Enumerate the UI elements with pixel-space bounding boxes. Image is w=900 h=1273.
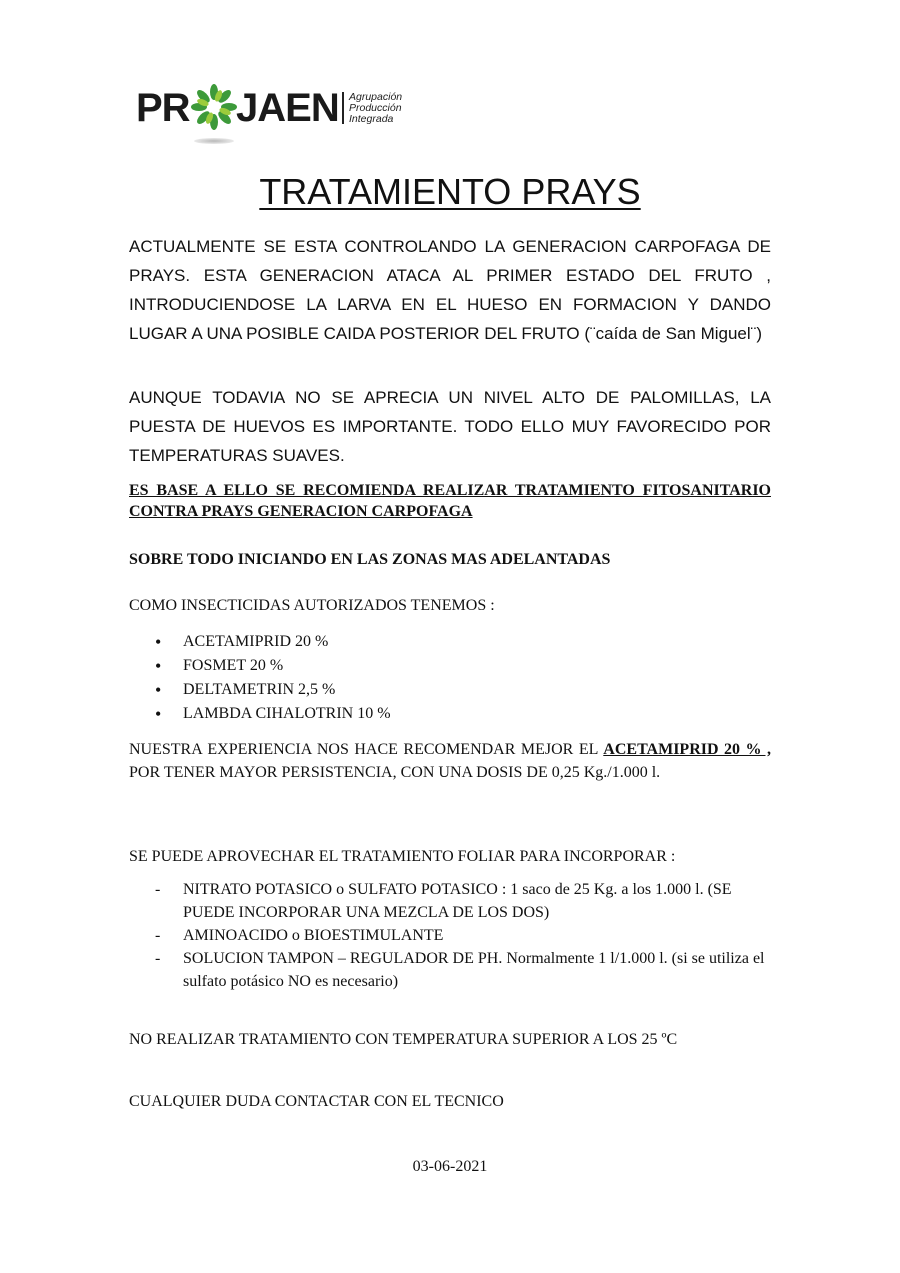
experience-text: NUESTRA EXPERIENCIA NOS HACE RECOMENDAR MEJOR EL <box>129 741 604 758</box>
experience-paragraph <box>129 738 771 784</box>
logo-sub-line: Producción <box>349 102 402 114</box>
recommended-product: ACETAMIPRID 20 % , <box>603 741 771 758</box>
document-date: 03-06-2021 <box>412 1158 488 1175</box>
foliar-intro: SE PUEDE APROVECHAR EL TRATAMIENTO FOLIAR PARA INCORPORAR : <box>129 848 676 865</box>
projaen-logo <box>136 82 426 148</box>
eggs-paragraph: AUNQUE TODAVIA NO SE APRECIA UN NIVEL ALTO DE PALOMILLAS, LA PUESTA DE HUEVOS ES IMPORTANTE. TODO ELLO MUY FAVORECIDO POR TEMPERATURAS SUAVES. <box>129 388 771 465</box>
recommendation-text: ES BASE A ELLO SE RECOMIENDA REALIZAR TRATAMIENTO FITOSANITARIO CONTRA PRAYS GENERACION CARPOFAGA <box>129 482 771 520</box>
logo-text-right: JAEN <box>236 86 339 130</box>
intro-paragraph: ACTUALMENTE SE ESTA CONTROLANDO LA GENERACION CARPOFAGA DE PRAYS. ESTA GENERACION ATACA AL PRIMER ESTADO DEL FRUTO , INTRODUCIENDOSE LA LARVA EN EL HUESO EN FORMACION Y DANDO LUGAR A UNA POSIBLE CAIDA POSTERIOR DEL FRUTO (¨caída de San Miguel¨) <box>129 237 771 343</box>
list-item: - AMINOACIDO o BIOESTIMULANTE <box>129 924 779 947</box>
logo-text-left: PR <box>136 86 190 130</box>
logo-shadow <box>194 138 234 144</box>
start-note: SOBRE TODO INICIANDO EN LAS ZONAS MAS ADELANTADAS <box>129 551 611 568</box>
leaf-flower-icon <box>190 82 238 134</box>
temperature-warning: NO REALIZAR TRATAMIENTO CON TEMPERATURA SUPERIOR A LOS 25 ºC <box>129 1031 678 1048</box>
logo-divider <box>342 92 344 124</box>
experience-text-rest: POR TENER MAYOR PERSISTENCIA, CON UNA DOSIS DE 0,25 Kg./1.000 l. <box>129 764 661 781</box>
foliar-list <box>129 878 779 993</box>
list-item: • ACETAMIPRID 20 % <box>129 630 391 654</box>
page-title: TRATAMIENTO PRAYS <box>259 171 641 212</box>
list-item: • FOSMET 20 % <box>129 654 391 678</box>
insecticide-list <box>129 630 391 726</box>
list-item: - SOLUCION TAMPON – REGULADOR DE PH. Normalmente 1 l/1.000 l. (si se utiliza el sulfato potásico NO es necesario) <box>129 947 779 993</box>
logo-sub-line: Agrupación <box>349 91 403 103</box>
insecticides-intro: COMO INSECTICIDAS AUTORIZADOS TENEMOS : <box>129 597 495 614</box>
logo-sub-line: Integrada <box>349 113 394 125</box>
logo-subtitle <box>349 92 402 125</box>
contact-note: CUALQUIER DUDA CONTACTAR CON EL TECNICO <box>129 1093 504 1110</box>
list-item: • LAMBDA CIHALOTRIN 10 % <box>129 702 391 726</box>
list-item: • DELTAMETRIN 2,5 % <box>129 678 391 702</box>
list-item: - NITRATO POTASICO o SULFATO POTASICO : 1 saco de 25 Kg. a los 1.000 l. (SE PUEDE INCORPORAR UNA MEZCLA DE LOS DOS) <box>129 878 779 924</box>
